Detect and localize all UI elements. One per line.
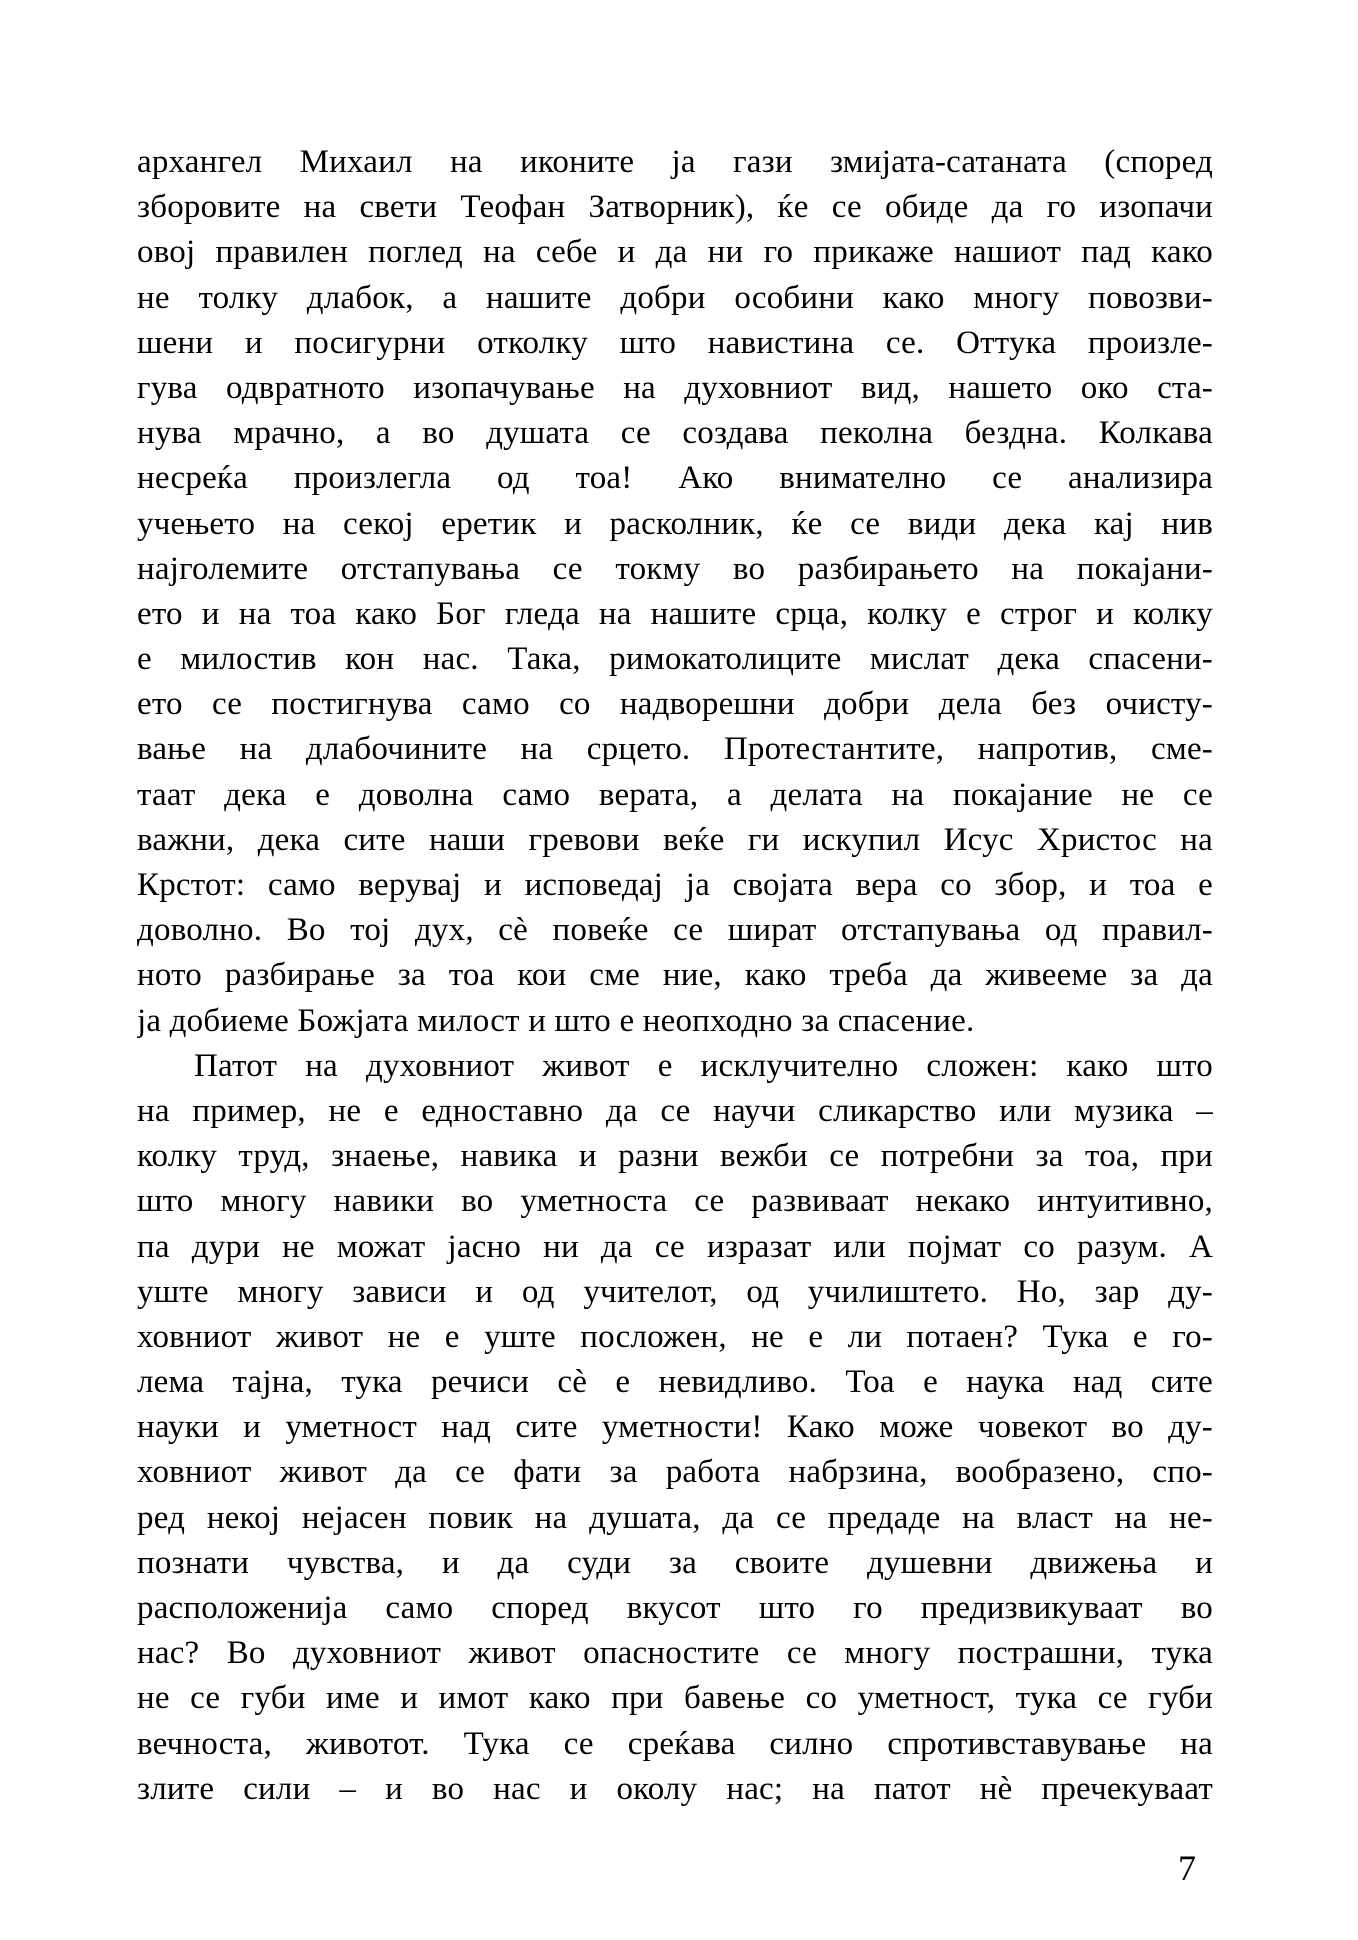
text-line: важни, дека сите наши гревови веќе ги искупил Исус Христос на xyxy=(137,821,1213,858)
text-line: е милостив кон нас. Така, римокатолиците мислат дека спасени- xyxy=(137,641,1213,678)
text-line: вање на длабочините на срцето. Протестантите, напротив, сме- xyxy=(137,731,1213,768)
text-line: злите сили – и во нас и околу нас; на патот нѐ пречекуваат xyxy=(137,1770,1213,1807)
text-line: ред некој нејасен повик на душата, да се предаде на власт на не- xyxy=(137,1499,1213,1536)
page-number: 7 xyxy=(1178,1848,1196,1888)
text-line: архангел Михаил на иконите ја гази змијата-сатаната (според xyxy=(137,144,1213,180)
text-line: таат дека е доволна само верата, а делата на покајание не се xyxy=(137,776,1213,813)
text-line: ното разбирање за тоа кои сме ние, како треба да живееме за да xyxy=(137,957,1213,994)
text-line: доволно. Во тој дух, сѐ повеќе се шират отстапувања од правил- xyxy=(137,912,1213,949)
text-line: најголемите отстапувања се токму во разбирањето на покајани- xyxy=(137,550,1213,587)
text-line: ја добиеме Божјата милост и што е неопходно за спасение. xyxy=(137,1002,975,1039)
text-line: зборовите на свети Теофан Затворник), ќе се обиде да го изопачи xyxy=(137,189,1213,226)
text-line: ховниот живот да се фати за работа набрзина, вообразено, спо- xyxy=(137,1454,1213,1491)
text-line: ето се постигнува само со надворешни добри дела без очисту- xyxy=(137,686,1213,723)
text-line: колку труд, знаење, навика и разни вежби се потребни за тоа, при xyxy=(137,1138,1213,1175)
text-line: нува мрачно, а во душата се создава пеколна бездна. Колкава xyxy=(137,415,1213,452)
text-line: лема тајна, тука речиси сѐ е невидливо. Тоа е наука над сите xyxy=(137,1364,1213,1401)
text-line: не се губи име и имот како при бавење со уметност, тука се губи xyxy=(137,1680,1213,1717)
text-line: нас? Во духовниот живот опасностите се многу пострашни, тука xyxy=(137,1635,1213,1672)
text-line: па дури не можат јасно ни да се изразат или појмат со разум. А xyxy=(137,1228,1213,1265)
text-line: ховниот живот не е уште посложен, не е ли потаен? Тука е го- xyxy=(137,1318,1213,1355)
text-line: шени и посигурни отколку што навистина се. Оттука произле- xyxy=(137,324,1213,361)
body-text xyxy=(137,140,1213,1812)
text-line: Крстот: само верувај и исповедај ја својата вера со збор, и тоа е xyxy=(137,867,1213,903)
text-line: ето и на тоа како Бог гледа на нашите срца, колку е строг и колку xyxy=(137,595,1213,632)
text-line: овој правилен поглед на себе и да ни го прикаже нашиот пад како xyxy=(137,234,1213,271)
text-line: гува одвратното изопачување на духовниот вид, нашето око ста- xyxy=(137,369,1213,406)
text-line: расположенија само според вкусот што го предизвикуваат во xyxy=(137,1590,1213,1626)
text-line: несреќа произлегла од тоа! Ако внимателно се анализира xyxy=(137,460,1213,497)
text-line: уште многу зависи и од учителот, од училиштето. Но, зар ду- xyxy=(137,1273,1213,1310)
text-line: науки и уметност над сите уметности! Како може човекот во ду- xyxy=(137,1409,1213,1446)
text-line: на пример, не е едноставно да се научи сликарство или музика – xyxy=(137,1092,1213,1129)
text-line: што многу навики во уметноста се развиваат некако интуитивно, xyxy=(137,1183,1213,1220)
text-line: вечноста, животот. Тука се среќава силно спротивставување на xyxy=(137,1725,1213,1762)
text-line: не толку длабок, а нашите добри особини како многу повозви- xyxy=(137,279,1213,316)
text-line: познати чувства, и да суди за своите душевни движења и xyxy=(137,1544,1213,1581)
text-line: учењето на секој еретик и расколник, ќе се види дека кај нив xyxy=(137,505,1213,542)
text-line: Патот на духовниот живот е исклучително сложен: како што xyxy=(194,1047,1213,1084)
